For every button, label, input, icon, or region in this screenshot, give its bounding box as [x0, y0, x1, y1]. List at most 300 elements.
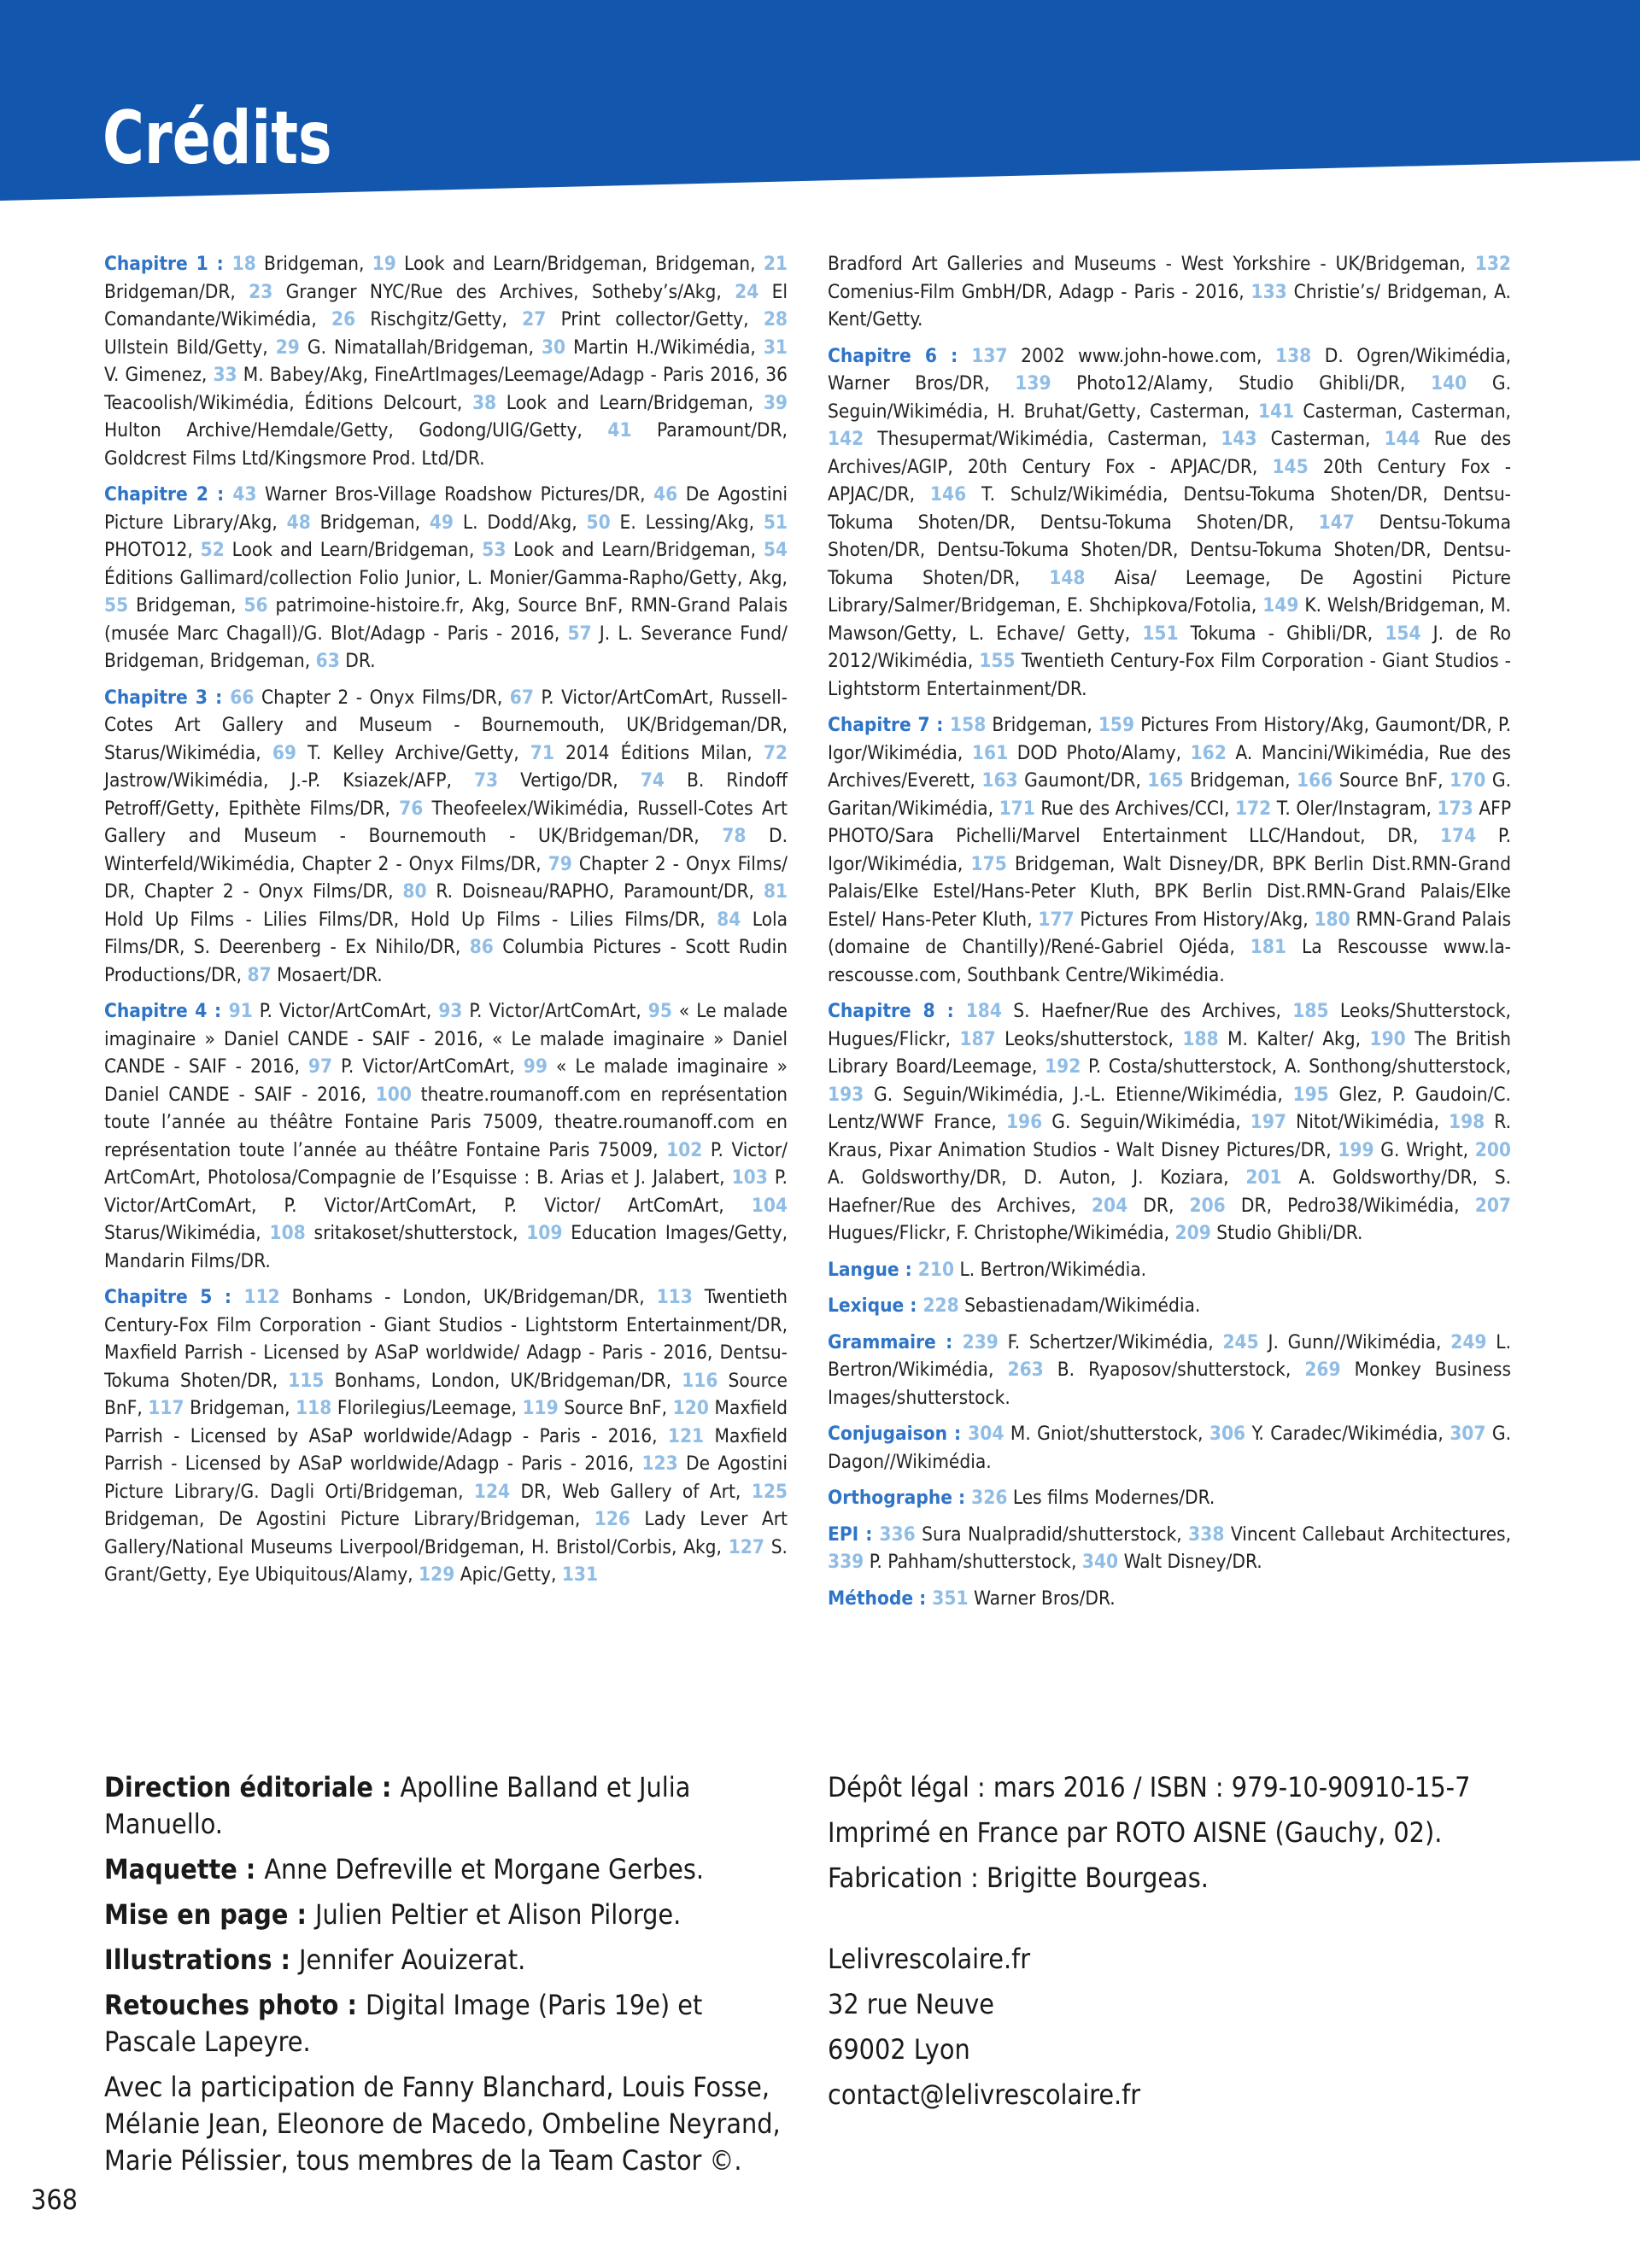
page-ref-number: 159 [1098, 714, 1135, 736]
credit-text: Aisa/ Leemage, De Agostini Picture Library/Salmer/Bridgeman, E. Shchipkova/Fotolia, [828, 566, 1511, 617]
credit-text: Look and Learn/Bridgeman, [224, 539, 483, 561]
credit-paragraph [828, 1329, 1511, 1412]
credit-text: Glez, P. Gaudoin/C. Lentz/WWF France, [828, 1083, 1511, 1133]
page-ref-number: 26 [331, 308, 356, 330]
team-credit [104, 1769, 788, 1843]
page-ref-number: 86 [469, 936, 494, 958]
credit-text: B. Ryaposov/shutterstock, [1043, 1359, 1305, 1381]
page-ref-number: 28 [763, 308, 788, 330]
page-ref-number: 269 [1304, 1359, 1341, 1381]
credit-text: Bridgeman, [255, 253, 372, 275]
credit-text: G. Seguin/Wikimédia, [1042, 1111, 1250, 1133]
credit-text: Bridgeman, Walt Disney/DR, BPK Berlin Dist.RMN-Grand Palais/Elke Estel/Hans-Peter Kluth, BPK Berlin Dist.RMN-Grand Palais/Elke Estel/ Hans-Peter Kluth, [828, 852, 1511, 931]
team-role: Direction éditoriale : [104, 1771, 401, 1803]
credit-text: AFP PHOTO/Sara Pichelli/Marvel Entertainment LLC/Handout, DR, [828, 797, 1512, 847]
page-ref-number: 69 [272, 741, 296, 764]
credit-text: Thesupermat/Wikimédia, Casterman, [864, 428, 1221, 450]
credit-text: Vincent Callebaut Architectures, [1224, 1523, 1512, 1546]
team-names: Apolline Balland et Julia Manuello. [104, 1771, 691, 1840]
credit-text: Look and Learn/Bridgeman, [506, 539, 764, 561]
credit-text: G. Seguin/Wikimédia, H. Bruhat/Getty, Casterman, [828, 372, 1512, 423]
credit-text: Bradford Art Galleries and Museums - West Yorkshire - UK/Bridgeman, [828, 253, 1475, 275]
credit-text: Education Images/Getty, Mandarin Films/DR. [104, 1222, 788, 1272]
page-ref-number: 161 [971, 741, 1009, 764]
page-title: Crédits [102, 96, 332, 181]
page-ref-number: 31 [763, 336, 788, 359]
credit-text: S. Grant/Getty, Eye Ubiquitous/Alamy, [104, 1535, 788, 1586]
page-ref-number: 56 [243, 594, 268, 617]
team-names: Avec la participation de Fanny Blanchard, Louis Fosse, Mélanie Jean, Eleonore de Macedo, Ombeline Neyrand, Marie Pélissier, tous membres de la Team Castor ©. [104, 2071, 781, 2177]
credit-text: patrimoine-histoire.fr, Akg, Source BnF, RMN-Grand Palais (musée Marc Chagall)/G. Blot/Adagp - Paris - 2016, [104, 594, 788, 645]
chapter-label: Chapitre 7 : [828, 714, 951, 736]
page-ref-number: 57 [567, 622, 592, 645]
credit-text: K. Welsh/Bridgeman, M. Mawson/Getty, L. Echave/ Getty, [828, 594, 1511, 645]
credit-text: J. Gunn//Wikimédia, [1258, 1330, 1451, 1353]
page-ref-number: 87 [247, 963, 272, 986]
chapter-label: Langue : [828, 1258, 918, 1281]
publisher-street: 32 rue Neuve [828, 1988, 994, 2020]
page-ref-number: 30 [541, 336, 566, 359]
page-ref-number: 129 [419, 1564, 455, 1586]
team-names: Jennifer Aouizerat. [299, 1944, 526, 1976]
credit-text: Chapter 2 - Onyx Films/ DR, Chapter 2 - Onyx Films/DR, [104, 852, 788, 903]
page-ref-number: 184 [965, 1000, 1002, 1022]
credit-text: Lady Lever Art Gallery/National Museums Liverpool/Bridgeman, H. Bristol/Corbis, Akg, [104, 1508, 788, 1558]
page-ref-number: 24 [735, 280, 759, 303]
credit-text: Florilegius/Leemage, [331, 1397, 523, 1419]
credit-text: P. Victor/ArtComArt, [252, 1000, 439, 1022]
page-ref-number: 74 [640, 769, 665, 792]
page-ref-number: 158 [950, 714, 987, 736]
credit-text: Hold Up Films - Lilies Films/DR, Hold Up Films - Lilies Films/DR, [104, 908, 718, 931]
credit-text: The British Library Board/Leemage, [828, 1027, 1511, 1078]
page-ref-number: 165 [1147, 769, 1184, 792]
page-ref-number: 116 [682, 1369, 718, 1392]
page-ref-number: 39 [763, 391, 788, 414]
credit-text: 20th Century Fox - APJAC/DR, [828, 455, 1511, 506]
chapter-label: Méthode : [828, 1587, 933, 1610]
team-credit [104, 1987, 788, 2060]
credit-text: Dentsu-Tokuma Shoten/DR, Dentsu-Tokuma Shoten/DR, Dentsu-Tokuma Shoten/DR, Dentsu-Tokuma Shoten/DR, [828, 511, 1511, 589]
credit-text: Christie’s/ Bridgeman, A. Kent/Getty. [828, 280, 1511, 330]
page-ref-number: 91 [228, 1000, 253, 1022]
page-ref-number: 103 [731, 1166, 768, 1189]
page-ref-number: 49 [429, 511, 454, 534]
credit-text: Hulton Archive/Hemdale/Getty, Godong/UIG/Getty, [104, 419, 608, 441]
credit-text: DR, [1128, 1194, 1190, 1217]
credits-column-left [104, 250, 788, 1598]
page-ref-number: 154 [1385, 622, 1421, 645]
credit-text: « Le malade imaginaire » Daniel CANDE - SAIF - 2016, « Le malade imaginaire » Daniel CANDE - SAIF - 2016, [104, 1000, 788, 1078]
publisher-website[interactable]: Lelivrescolaire.fr [828, 1943, 1031, 1975]
page-ref-number: 55 [104, 594, 129, 617]
page-ref-number: 63 [315, 650, 340, 672]
team-role: Illustrations : [104, 1944, 300, 1976]
credit-text: A. Goldsworthy/DR, D. Auton, J. Koziara, [828, 1166, 1246, 1189]
credit-text: A. Goldsworthy/DR, S. Haefner/Rue des Archives, [828, 1166, 1511, 1217]
credit-text: P. Victor/ArtComArt, [332, 1055, 524, 1078]
credit-text: D. Ogren/Wikimédia, Warner Bros/DR, [828, 344, 1512, 395]
chapter-label: Chapitre 4 : [104, 1000, 229, 1022]
page-ref-number: 190 [1369, 1027, 1406, 1050]
page-ref-number: 172 [1234, 797, 1272, 820]
credit-paragraph [104, 997, 788, 1275]
page-ref-number: 338 [1188, 1523, 1225, 1546]
page-ref-number: 151 [1142, 622, 1179, 645]
page-ref-number: 27 [522, 308, 547, 330]
credit-text: Sebastienadam/Wikimédia. [958, 1295, 1201, 1317]
chapter-label: Orthographe : [828, 1487, 972, 1509]
page-ref-number: 306 [1209, 1423, 1246, 1445]
page-ref-number: 185 [1292, 1000, 1329, 1022]
credit-text: Martin H./Wikimédia, [565, 336, 764, 359]
page-ref-number: 81 [763, 880, 788, 903]
page-ref-number: 76 [399, 797, 424, 820]
credit-text: Vertigo/DR, [498, 769, 641, 792]
page-ref-number: 113 [656, 1286, 693, 1308]
credit-text: Les films Modernes/DR. [1007, 1487, 1215, 1509]
page-ref-number: 307 [1450, 1423, 1486, 1445]
page-ref-number: 71 [530, 741, 554, 764]
credit-text: De Agostini Picture Library/G. Dagli Orti/Bridgeman, [104, 1453, 788, 1503]
team-role: Maquette : [104, 1853, 265, 1885]
page-ref-number: 204 [1091, 1194, 1128, 1217]
chapter-label: Grammaire : [828, 1330, 963, 1353]
page-ref-number: 97 [308, 1055, 333, 1078]
credit-text: M. Babey/Akg, FineArtImages/Leemage/Adagp - Paris 2016, 36 Teacoolish/Wikimédia, Éditions Delcourt, [104, 364, 788, 414]
page-ref-number: 210 [917, 1258, 955, 1281]
page-ref-number: 119 [522, 1397, 559, 1419]
credit-text: J. L. Severance Fund/ Bridgeman, Bridgeman, [104, 622, 788, 672]
credit-text: Walt Disney/DR. [1118, 1551, 1262, 1573]
credit-text: G. Nimatallah/Bridgeman, [299, 336, 542, 359]
credit-text: Leoks/Shutterstock, Hugues/Flickr, [828, 1000, 1511, 1050]
page-ref-number: 206 [1189, 1194, 1226, 1217]
page-ref-number: 137 [971, 344, 1008, 367]
credit-text: P. Victor/ArtComArt, P. Victor/ArtComArt, P. Victor/ ArtComArt, [104, 1166, 788, 1217]
team-credit [104, 1942, 788, 1979]
legal-deposit: Dépôt légal : mars 2016 / ISBN : 979-10-90910-15-7 [828, 1771, 1471, 1803]
page-ref-number: 195 [1292, 1083, 1329, 1106]
credit-text: Casterman, [1256, 428, 1385, 450]
credit-text: Granger NYC/Rue des Archives, Sotheby’s/Akg, [272, 280, 735, 303]
credit-text: Studio Ghibli/DR. [1210, 1222, 1363, 1244]
credit-text: Bridgeman, [184, 1397, 296, 1419]
credit-text: 2014 Éditions Milan, [554, 741, 764, 764]
credit-text: De Agostini Picture Library/Akg, [104, 483, 788, 534]
credit-text: Rue des Archives/AGIP, 20th Century Fox - APJAC/DR, [828, 428, 1512, 478]
credit-text: M. Kalter/ Akg, [1218, 1027, 1370, 1050]
credit-text: Bridgeman, [310, 511, 430, 534]
credit-text: Bridgeman, [986, 714, 1098, 736]
credit-text: Mosaert/DR. [271, 963, 383, 986]
page-ref-number: 336 [879, 1523, 916, 1546]
credit-text: V. Gimenez, [104, 364, 214, 386]
page-ref-number: 46 [653, 483, 678, 506]
page-ref-number: 115 [288, 1369, 325, 1392]
page-ref-number: 84 [717, 908, 741, 931]
credit-paragraph [828, 250, 1511, 334]
credit-text: G. Wright, [1374, 1138, 1475, 1161]
credit-text: R. Kraus, Pixar Animation Studios - Walt Disney Pictures/DR, [828, 1111, 1511, 1161]
credit-paragraph [828, 997, 1511, 1248]
page-ref-number: 73 [473, 769, 499, 792]
page-ref-number: 200 [1474, 1138, 1512, 1161]
page-ref-number: 19 [372, 253, 396, 275]
credit-text: Sura Nualpradid/shutterstock, [915, 1523, 1189, 1546]
credit-paragraph [104, 684, 788, 990]
page-ref-number: 80 [402, 880, 427, 903]
page-ref-number: 339 [828, 1551, 864, 1573]
page-number: 368 [31, 2183, 78, 2216]
credit-text: Paramount/DR, Goldcrest Films Ltd/Kingsmore Prod. Ltd/DR. [104, 419, 788, 470]
page-ref-number: 104 [751, 1194, 788, 1217]
page-ref-number: 121 [667, 1424, 705, 1447]
credit-text: T. Kelley Archive/Getty, [296, 741, 530, 764]
page-ref-number: 99 [523, 1055, 548, 1078]
credit-text: DR, Web Gallery of Art, [510, 1480, 752, 1503]
chapter-label: Chapitre 1 : [104, 253, 232, 275]
team-role: Retouches photo : [104, 1989, 366, 2021]
page-ref-number: 326 [971, 1487, 1008, 1509]
page-ref-number: 180 [1314, 908, 1350, 931]
page-ref-number: 118 [296, 1397, 332, 1419]
page-ref-number: 109 [526, 1222, 563, 1244]
credit-text: Photo12/Alamy, Studio Ghibli/DR, [1051, 372, 1431, 395]
credit-text: Look and Learn/Bridgeman, [496, 391, 764, 414]
page-ref-number: 141 [1258, 400, 1295, 423]
credit-text: Tokuma - Ghibli/DR, [1178, 622, 1385, 645]
team-role: Mise en page : [104, 1898, 315, 1931]
credit-text: Theofeelex/Wikimédia, Russell-Cotes Art Gallery and Museum - Bournemouth - UK/Bridgeman/DR, [104, 797, 788, 847]
page-ref-number: 304 [968, 1423, 1004, 1445]
credit-text: Bonhams, London, UK/Bridgeman/DR, [324, 1369, 682, 1392]
page-ref-number: 102 [666, 1138, 703, 1161]
page-ref-number: 149 [1262, 594, 1299, 617]
editorial-team [104, 1769, 788, 2188]
page-ref-number: 52 [200, 539, 225, 561]
page-ref-number: 41 [607, 419, 632, 441]
page-ref-number: 54 [763, 539, 788, 561]
credit-text: Bonhams - London, UK/Bridgeman/DR, [279, 1286, 657, 1308]
chapter-label: Conjugaison : [828, 1423, 969, 1445]
credit-text: Bridgeman/DR, [104, 280, 249, 303]
credit-paragraph [828, 1420, 1511, 1476]
credit-text: T. Schulz/Wikimédia, Dentsu-Tokuma Shoten/DR, Dentsu-Tokuma Shoten/DR, Dentsu-Tokuma Shoten/DR, [828, 483, 1511, 534]
page-ref-number: 148 [1049, 566, 1086, 589]
page-ref-number: 51 [763, 511, 788, 534]
credit-text: F. Schertzer/Wikimédia, [998, 1330, 1223, 1353]
credit-text: Bridgeman, [128, 594, 244, 617]
credit-text: Columbia Pictures - Scott Rudin Productions/DR, [104, 936, 788, 986]
credit-text: A. Mancini/Wikimédia, Rue des Archives/Everett, [828, 741, 1511, 792]
credit-text: G. Garitan/Wikimédia, [828, 769, 1512, 820]
credit-text: G. Seguin/Wikimédia, J.-L. Etienne/Wikimédia, [864, 1083, 1293, 1106]
page-ref-number: 117 [148, 1397, 184, 1419]
legal-info [828, 1769, 1511, 2122]
credit-text: sritakoset/shutterstock, [305, 1222, 527, 1244]
credit-text: Rischgitz/Getty, [355, 308, 523, 330]
page-ref-number: 48 [286, 511, 311, 534]
page-ref-number: 125 [751, 1480, 788, 1503]
page-ref-number: 181 [1250, 936, 1287, 958]
page-ref-number: 201 [1245, 1166, 1282, 1189]
page-ref-number: 209 [1174, 1222, 1211, 1244]
credit-text: Comenius-Film GmbH/DR, Adagp - Paris - 2016, [828, 280, 1251, 303]
page-ref-number: 133 [1250, 280, 1287, 303]
page-ref-number: 187 [959, 1027, 996, 1050]
credit-paragraph [828, 1292, 1511, 1320]
credit-text: Leoks/shutterstock, [995, 1027, 1183, 1050]
credit-text: P. Pahham/shutterstock, [864, 1551, 1082, 1573]
credit-text: M. Gniot/shutterstock, [1004, 1423, 1210, 1445]
credit-text: Print collector/Getty, [546, 308, 764, 330]
credit-text: Source BnF, [104, 1369, 788, 1419]
page-ref-number: 146 [929, 483, 967, 506]
credit-text: DOD Photo/Alamy, [1008, 741, 1191, 764]
page-ref-number: 18 [231, 253, 256, 275]
page-ref-number: 33 [213, 364, 237, 386]
credit-text: J. de Ro 2012/Wikimédia, [828, 622, 1512, 672]
page-ref-number: 126 [594, 1508, 630, 1530]
credit-text: Casterman, Casterman, [1294, 400, 1511, 423]
page-ref-number: 29 [275, 336, 300, 359]
chapter-label: Lexique : [828, 1295, 923, 1317]
credit-text: P. Igor/Wikimédia, [828, 825, 1511, 875]
page-ref-number: 108 [269, 1222, 306, 1244]
credit-text: Y. Caradec/Wikimédia, [1245, 1423, 1450, 1445]
page-ref-number: 249 [1450, 1330, 1487, 1353]
credit-paragraph [828, 1585, 1511, 1613]
credit-text: Source BnF, [1332, 769, 1450, 792]
credit-text: Maxfield Parrish - Licensed by ASaP worldwide/Adagp - Paris - 2016, [104, 1397, 788, 1447]
credit-text: Gaumont/DR, [1017, 769, 1148, 792]
page-ref-number: 78 [722, 825, 747, 847]
page-ref-number: 93 [438, 1000, 463, 1022]
credit-text: Twentieth Century-Fox Film Corporation - Giant Studios - Lightstorm Entertainment/DR, Maxfield Parrish - Licensed by ASaP worldwide/ Adagp - Paris - 2016, Dentsu-Tokuma Shoten/DR, [104, 1286, 788, 1392]
credit-paragraph [828, 711, 1511, 989]
credit-text: Bridgeman, [1183, 769, 1297, 792]
credit-text: Chapter 2 - Onyx Films/DR, [254, 686, 510, 709]
page-ref-number: 198 [1448, 1111, 1485, 1133]
page-ref-number: 192 [1045, 1055, 1081, 1078]
page-ref-number: 263 [1007, 1359, 1044, 1381]
credit-paragraph [828, 342, 1511, 704]
page-ref-number: 207 [1474, 1194, 1512, 1217]
chapter-label: Chapitre 2 : [104, 483, 233, 506]
publisher-email[interactable]: contact@lelivrescolaire.fr [828, 2078, 1141, 2111]
credit-text: Pictures From History/Akg, [1074, 908, 1315, 931]
credit-text: Bridgeman, De Agostini Picture Library/Bridgeman, [104, 1508, 594, 1530]
credit-text: theatre.roumanoff.com en représentation toute l’année au théâtre Fontaine Paris 75009, theatre.roumanoff.com en représentation toute l’année au théâtre Fontaine Paris 75009, [104, 1083, 788, 1161]
page-ref-number: 193 [828, 1083, 864, 1106]
credit-text: Jastrow/Wikimédia, J.-P. Ksiazek/AFP, [104, 769, 474, 792]
credit-text: Lola Films/DR, S. Deerenberg - Ex Nihilo/DR, [104, 908, 788, 958]
page-ref-number: 174 [1439, 825, 1477, 847]
page-ref-number: 38 [472, 391, 497, 414]
chapter-label: Chapitre 6 : [828, 344, 972, 367]
credit-text: RMN-Grand Palais (domaine de Chantilly)/René-Gabriel Ojéda, [828, 908, 1511, 958]
page-ref-number: 166 [1297, 769, 1333, 792]
credit-text: E. Lessing/Akg, [610, 511, 764, 534]
page-ref-number: 23 [249, 280, 273, 303]
team-credit [104, 1851, 788, 1888]
page-ref-number: 53 [482, 539, 507, 561]
credit-paragraph [104, 481, 788, 675]
chapter-label: Chapitre 5 : [104, 1286, 244, 1308]
page-ref-number: 140 [1431, 372, 1467, 395]
credit-text: Hugues/Flickr, F. Christophe/Wikimédia, [828, 1222, 1175, 1244]
credit-text: P. Victor/ArtComArt, Russell-Cotes Art Gallery and Museum - Bournemouth, UK/Bridgeman/DR, Starus/Wikimédia, [104, 686, 788, 764]
credit-text: Éditions Gallimard/collection Folio Junior, L. Monier/Gamma-Rapho/Getty, Akg, [104, 566, 788, 589]
credit-text: P. Victor/ ArtComArt, Photolosa/Compagnie de l’Esquisse : B. Arias et J. Jalabert, [104, 1138, 788, 1189]
page-ref-number: 162 [1190, 741, 1227, 764]
page-ref-number: 123 [641, 1453, 678, 1475]
credit-text: P. Costa/shutterstock, A. Sonthong/shutterstock, [1081, 1055, 1511, 1078]
credits-column-right [828, 250, 1511, 1621]
page-ref-number: 50 [586, 511, 611, 534]
credit-text: Pictures From History/Akg, Gaumont/DR, P. Igor/Wikimédia, [828, 714, 1512, 764]
credit-text: DR, Pedro38/Wikimédia, [1225, 1194, 1475, 1217]
page-ref-number: 171 [999, 797, 1035, 820]
credit-text: Warner Bros-Village Roadshow Pictures/DR, [256, 483, 654, 506]
page-ref-number: 139 [1015, 372, 1051, 395]
credit-text: Starus/Wikimédia, [104, 1222, 270, 1244]
page-ref-number: 124 [473, 1480, 511, 1503]
credit-paragraph [828, 1256, 1511, 1284]
page-ref-number: 175 [970, 852, 1007, 875]
credit-text: D. Winterfeld/Wikimédia, Chapter 2 - Onyx Films/DR, [104, 825, 788, 875]
page-ref-number: 145 [1272, 455, 1309, 478]
credit-text: 2002 www.john-howe.com, [1007, 344, 1275, 367]
credit-paragraph [104, 250, 788, 472]
chapter-label: Chapitre 3 : [104, 686, 231, 709]
credit-text: Twentieth Century-Fox Film Corporation - Giant Studios - Lightstorm Entertainment/DR. [828, 650, 1511, 700]
page-ref-number: 340 [1081, 1551, 1119, 1573]
page-ref-number: 138 [1274, 344, 1312, 367]
page-ref-number: 199 [1338, 1138, 1374, 1161]
credit-paragraph [828, 1521, 1511, 1576]
credit-paragraph [104, 1283, 788, 1589]
page-ref-number: 43 [232, 483, 257, 506]
page-ref-number: 144 [1384, 428, 1420, 450]
credit-text: La Rescousse www.la-rescousse.com, Southbank Centre/Wikimédia. [828, 936, 1511, 986]
credit-text: Warner Bros/DR. [968, 1587, 1116, 1610]
page-ref-number: 21 [763, 253, 788, 275]
page-ref-number: 351 [932, 1587, 969, 1610]
credit-text: Apic/Getty, [454, 1564, 562, 1586]
team-names: Anne Defreville et Morgane Gerbes. [264, 1853, 705, 1885]
credit-text: P. Victor/ArtComArt, [462, 1000, 648, 1022]
page-ref-number: 188 [1182, 1027, 1219, 1050]
credit-paragraph [828, 1484, 1511, 1512]
page-ref-number: 66 [230, 686, 255, 709]
credit-text: S. Haefner/Rue des Archives, [1001, 1000, 1293, 1022]
credit-text: L. Dodd/Akg, [454, 511, 587, 534]
publisher-city: 69002 Lyon [828, 2033, 970, 2066]
chapter-label: EPI : [828, 1523, 880, 1546]
page-ref-number: 245 [1222, 1330, 1259, 1353]
credit-text: DR. [339, 650, 376, 672]
credit-text: Maxfield Parrish - Licensed by ASaP worldwide/Adagp - Paris - 2016, [104, 1424, 788, 1475]
page-ref-number: 120 [672, 1397, 709, 1419]
credit-text: R. Doisneau/RAPHO, Paramount/DR, [426, 880, 764, 903]
page-ref-number: 132 [1474, 253, 1511, 275]
credit-text: T. Oler/Instagram, [1271, 797, 1438, 820]
page-ref-number: 127 [728, 1535, 764, 1558]
team-names: Julien Peltier et Alison Pilorge. [314, 1898, 682, 1931]
page-ref-number: 155 [979, 650, 1016, 672]
